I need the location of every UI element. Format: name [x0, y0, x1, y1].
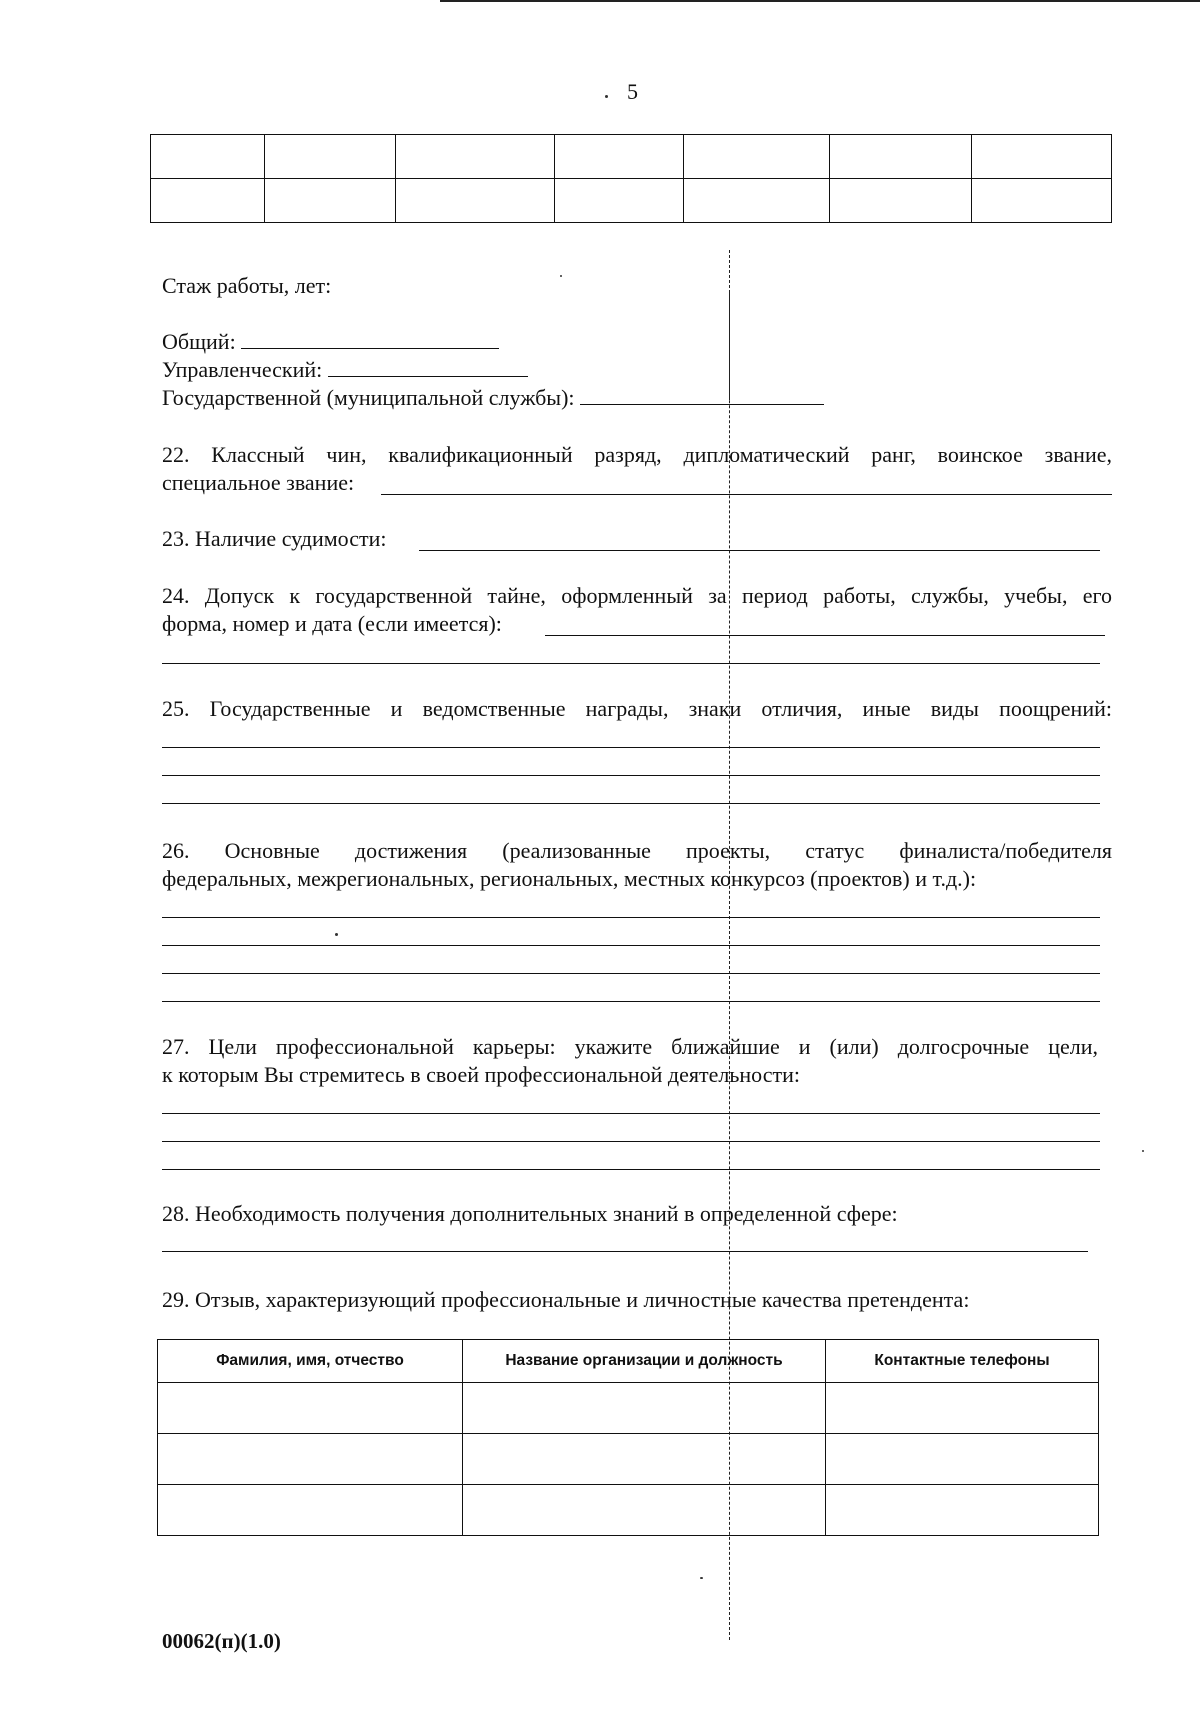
- column-header-full-name: Фамилия, имя, отчество: [158, 1340, 463, 1383]
- item27-field-line[interactable]: [162, 1113, 1100, 1114]
- scan-speck: [335, 933, 338, 936]
- table-cell[interactable]: [972, 135, 1112, 179]
- column-header-organization: Название организации и должность: [463, 1340, 826, 1383]
- table-cell[interactable]: [151, 135, 265, 179]
- item24-line1: 24. Допуск к государственной тайне, оформленный за период работы, службы, учебы, его: [162, 583, 1112, 608]
- scan-speck: [1142, 1150, 1144, 1152]
- item27-line1: 27. Цели профессиональной карьеры: укажите ближайшие и (или) долгосрочные цели,: [162, 1034, 1098, 1059]
- form-code: 00062(п)(1.0): [162, 1629, 281, 1653]
- table-row: [158, 1434, 1099, 1485]
- table-row: [158, 1383, 1099, 1434]
- table-cell[interactable]: [830, 179, 972, 223]
- experience-state-label: Государственной (муниципальной службы):: [162, 385, 575, 410]
- item28-line1: 28. Необходимость получения дополнительных знаний в определенной сфере:: [162, 1201, 898, 1226]
- top-edge-line: [440, 0, 1200, 2]
- item27-field-line[interactable]: [162, 1141, 1100, 1142]
- table-cell[interactable]: [684, 179, 830, 223]
- item22-field[interactable]: [381, 494, 1112, 495]
- table-cell[interactable]: [151, 179, 265, 223]
- item24-line2: форма, номер и дата (если имеется):: [162, 611, 502, 636]
- item26-line1: 26. Основные достижения (реализованные проекты, статус финалиста/победителя: [162, 838, 1112, 863]
- item25-field-line[interactable]: [162, 803, 1100, 804]
- table-cell[interactable]: [463, 1434, 826, 1485]
- item29-line1: 29. Отзыв, характеризующий профессиональные и личностные качества претендента:: [162, 1287, 970, 1312]
- item27-line2: к которым Вы стремитесь в своей профессиональной деятельности:: [162, 1062, 800, 1087]
- experience-general-row: [162, 328, 499, 356]
- table-cell[interactable]: [972, 179, 1112, 223]
- table-row: [151, 135, 1112, 179]
- experience-managerial-field[interactable]: [328, 356, 528, 377]
- item24-field[interactable]: [545, 635, 1105, 636]
- page-number: 5: [627, 79, 638, 104]
- scan-speck: [605, 95, 608, 98]
- scan-speck: [700, 1577, 703, 1579]
- table-header-row: [158, 1340, 1099, 1383]
- table-cell[interactable]: [396, 135, 555, 179]
- experience-heading: Стаж работы, лет:: [162, 273, 332, 298]
- item26-field-line[interactable]: [162, 1001, 1100, 1002]
- table-cell[interactable]: [555, 179, 684, 223]
- table-cell[interactable]: [158, 1485, 463, 1536]
- table-cell[interactable]: [826, 1485, 1099, 1536]
- item26-field-line[interactable]: [162, 917, 1100, 918]
- item28-field-line[interactable]: [162, 1251, 1088, 1252]
- experience-general-label: Общий:: [162, 329, 236, 354]
- item23-field[interactable]: [419, 550, 1100, 551]
- table-cell[interactable]: [158, 1434, 463, 1485]
- table-cell[interactable]: [396, 179, 555, 223]
- item26-field-line[interactable]: [162, 945, 1100, 946]
- table-cell[interactable]: [555, 135, 684, 179]
- top-table: [150, 134, 1112, 223]
- item22-line2: специальное звание:: [162, 470, 355, 495]
- table-cell[interactable]: [830, 135, 972, 179]
- table-cell[interactable]: [463, 1383, 826, 1434]
- scan-speck: [560, 275, 562, 277]
- table-cell[interactable]: [463, 1485, 826, 1536]
- item24-field-line[interactable]: [162, 663, 1100, 664]
- item26-field-line[interactable]: [162, 973, 1100, 974]
- experience-state-field[interactable]: [580, 384, 824, 405]
- column-header-phones: Контактные телефоны: [826, 1340, 1099, 1383]
- experience-state-row: [162, 384, 824, 412]
- table-row: [151, 179, 1112, 223]
- table-cell[interactable]: [158, 1383, 463, 1434]
- table-cell[interactable]: [265, 179, 396, 223]
- experience-managerial-label: Управленческий:: [162, 357, 323, 382]
- table-row: [158, 1485, 1099, 1536]
- table-cell[interactable]: [826, 1383, 1099, 1434]
- table-cell[interactable]: [826, 1434, 1099, 1485]
- experience-general-field[interactable]: [241, 328, 499, 349]
- item26-line2: федеральных, межрегиональных, региональных, местных конкурсоз (проектов) и т.д.):: [162, 866, 977, 891]
- table-cell[interactable]: [265, 135, 396, 179]
- experience-managerial-row: [162, 356, 528, 384]
- item27-field-line[interactable]: [162, 1169, 1100, 1170]
- reference-table: [157, 1339, 1099, 1536]
- table-cell[interactable]: [684, 135, 830, 179]
- item23-label: 23. Наличие судимости:: [162, 526, 387, 551]
- item25-line1: 25. Государственные и ведомственные награды, знаки отличия, иные виды поощрений:: [162, 696, 1112, 721]
- item22-line1: 22. Классный чин, квалификационный разряд, дипломатический ранг, воинское звание,: [162, 442, 1112, 467]
- item25-field-line[interactable]: [162, 747, 1100, 748]
- item25-field-line[interactable]: [162, 775, 1100, 776]
